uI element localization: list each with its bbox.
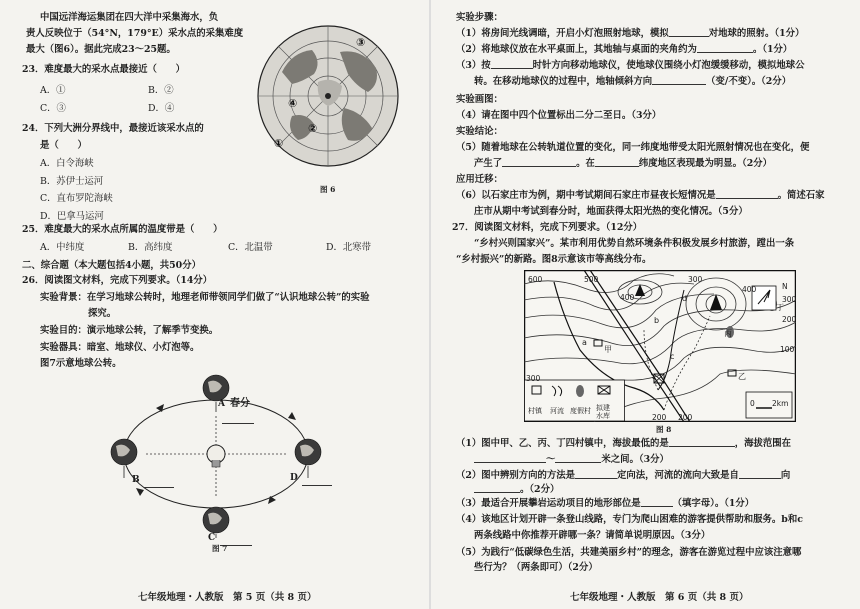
experiment-background-cont: 探究。 xyxy=(88,308,117,319)
q27-1-end: 米之间。（3分） xyxy=(601,454,669,465)
figure-7-description: 图7示意地球公转。 xyxy=(40,358,122,369)
fig7-label-d: D xyxy=(290,473,298,483)
step-5-blank-2[interactable] xyxy=(595,157,639,167)
legend-resort: 度假村 xyxy=(570,407,591,415)
q27-1-text: （1）图中甲、乙、丙、丁四村镇中，海拔最低的是 xyxy=(456,438,669,449)
question-24-cont: 是（ ） xyxy=(40,140,87,151)
q27-3-blank[interactable] xyxy=(641,497,673,507)
step-2-end: 。（1分） xyxy=(752,44,793,55)
q27-2-end: 。（2分） xyxy=(520,484,560,495)
experiment-background: 实验背景：在学习地球公转时，地理老师带领同学们做了“认识地球公转”的实验 xyxy=(40,292,370,303)
application-title: 应用迁移： xyxy=(456,174,503,185)
contour-200-b: 200 xyxy=(678,413,693,422)
village-yi: 乙 xyxy=(738,372,746,381)
step-2-blank[interactable] xyxy=(697,43,753,53)
legend-village: 村镇 xyxy=(528,407,542,415)
q27-1-mid: ，海拔范围在 xyxy=(734,438,792,449)
q24-option-c: C．直布罗陀海峡 xyxy=(40,193,113,204)
q27-2-mid: 定向法，河流的流向大致是自 xyxy=(617,470,739,481)
figure-8-caption: 图 8 xyxy=(656,425,672,434)
village-jia: 甲 xyxy=(604,345,612,354)
contour-300-b: 300 xyxy=(526,374,541,383)
question-26: 26．阅读图文材料，完成下列要求。（14分） xyxy=(22,275,213,286)
route-c: c xyxy=(670,352,675,361)
step-3-line-2: 转。在移动地球仪的过程中，地轴倾斜方向 xyxy=(474,76,653,87)
contour-300-c: 300 xyxy=(782,295,797,304)
q27-2-text: （2）图中辨别方向的方法是 xyxy=(456,470,576,481)
contour-300-a: 300 xyxy=(688,275,703,284)
q27-1-blank-1[interactable] xyxy=(669,437,735,447)
q27-5-line-2: 些行为？（两条即可）（2分） xyxy=(474,562,598,573)
contour-400-b: 400 xyxy=(742,285,757,294)
question-27: 27．阅读图文材料，完成下列要求。（12分） xyxy=(452,222,643,233)
q24-option-d: D．巴拿马运河 xyxy=(40,211,104,222)
step-2-text: （2）将地球仪放在水平桌面上，其地轴与桌面的夹角约为 xyxy=(456,44,697,55)
contour-500: 500 xyxy=(584,275,599,284)
step-5-line-1: （5）随着地球在公转轨道位置的变化，同一纬度地带受太阳光照射情况也在变化，便 xyxy=(456,142,810,153)
section-2-heading: 二、综合题（本大题包括4小题，共50分） xyxy=(22,260,201,271)
step-1-end: 对地球的照射。（1分） xyxy=(708,28,805,39)
question-25: 25．难度最大的采水点所属的温度带是（ ） xyxy=(22,224,223,235)
q23-option-a: A．① xyxy=(40,85,66,96)
step-3-end: （变/不变）。（2分） xyxy=(706,76,792,87)
q25-option-d: D．北寒带 xyxy=(326,242,372,253)
fig7-label-b: B xyxy=(132,475,140,485)
figure-7-caption: 图 7 xyxy=(212,544,228,553)
question-24: 24．下列大洲分界线中，最接近该采水点的 xyxy=(22,123,204,134)
step-6-line-1: （6）以石家庄市为例，期中考试期间石家庄市昼夜长短情况是 xyxy=(456,190,716,201)
question-23: 23．难度最大的采水点最接近（ ） xyxy=(22,64,186,75)
page-6: 实验步骤： （1）将房间光线调暗，开启小灯泡照射地球，模拟 对地球的照射。（1分） （2）将地球仪放在水平桌面上，其地轴与桌面的夹角约为 。（1分） （3）按 时针方向移动地球仪，使地球仪围绕小灯泡缓缓移动，模拟地球公 转。在移动地球仪的过程中，地轴倾斜方向 （变/不变）。（2分） 实验画图： （4）请在图中四个位置标出二分二至日。（3分） 实验结论： （5）随着地球在公转轨道位置的变化，同一纬度地带受太阳光照射情况也在变化，便 产生了 。在 纬度地区表现最为明显。（2分） 应用迁移： （6）以石家庄市为例，期中考试期间石家庄市昼夜长短情况是 。简述石家 庄市从期中考试到春分时，地面获得太阳光热的变化情况。（5分） 27．阅读图文材料，完成下列要求。（12分） “乡村兴则国家兴”。某市利用优势自然环境条件积极发展乡村旅游，蹚出一条 “乡村振兴”的新路。图8示意该市等高线分布。 600 500 400 300 300 200 200 400 300 200 100 甲 乙 丙 丁 a b c d N 0 2km 村镇 河流 度假村 拟建水库 图 8 （1）图中甲、乙、丙、丁四村镇中，海拔最低的是 ，海拔范围在 ～ 米之间。（3分） （2）图中辨别方向的方法是 定向法，河流的流向大致是自 向 。（2分） （3）最适合开展攀岩运动项目的地形部位是 （填字母）。（1分） （4）该地区计划开辟一条登山线路，专门为爬山困难的游客提供帮助和服务。b和c 两条线路中你推荐开辟哪一条？请简单说明原因。（3分） （5）为践行“低碳绿色生活，共建美丽乡村”的理念，游客在游览过程中应该注意哪 些行为？（两条即可）（2分） 七年级地理・人教版 第 6 页（共 8 页） xyxy=(452,12,825,603)
step-3-blank-1[interactable] xyxy=(491,59,533,69)
step-5-end: 纬度地区表现最为明显。（2分） xyxy=(638,158,772,169)
figure-6-caption: 图 6 xyxy=(320,185,336,194)
scale-zero: 0 xyxy=(750,399,755,408)
village-ding: 丁 xyxy=(776,303,784,312)
contour-100: 100 xyxy=(780,345,795,354)
route-d: d xyxy=(682,294,688,303)
step-4-text: （4）请在图中四个位置标出二分二至日。（3分） xyxy=(456,110,662,121)
step-1-text: （1）将房间光线调暗，开启小灯泡照射地球，模拟 xyxy=(456,28,669,39)
fig6-mark-1: ① xyxy=(274,137,284,150)
step-5-blank-1[interactable] xyxy=(502,157,576,167)
steps-title: 实验步骤： xyxy=(456,12,503,23)
q27-1-blank-3[interactable] xyxy=(555,453,601,463)
q27-4-line-1: （4）该地区计划开辟一条登山线路，专门为爬山困难的游客提供帮助和服务。b和c xyxy=(456,514,803,525)
fig7-blank-d[interactable] xyxy=(302,476,332,486)
fig7-label-c: C xyxy=(208,533,216,543)
fig7-blank-b[interactable] xyxy=(144,478,174,488)
fig7-label-spring-equinox: 春分 xyxy=(230,398,250,409)
village-bing: 丙 xyxy=(724,329,732,338)
q24-option-a: A．白令海峡 xyxy=(40,158,94,169)
page-divider xyxy=(429,0,431,609)
q27-3-end: （填字母）。（1分） xyxy=(672,498,755,509)
fig7-blank-a[interactable] xyxy=(222,414,254,424)
intro-line-3: 最大（图6）。据此完成23～25题。 xyxy=(26,44,176,55)
contour-400-a: 400 xyxy=(620,293,635,302)
figure-7-orbit xyxy=(96,368,336,540)
drawing-title: 实验画图： xyxy=(456,94,503,105)
step-1-blank[interactable] xyxy=(669,27,709,37)
conclusion-title: 实验结论： xyxy=(456,126,503,137)
q27-2-blank-1[interactable] xyxy=(575,469,617,479)
legend-river: 河流 xyxy=(550,407,564,415)
legend-reservoir: 拟建水库 xyxy=(596,404,610,420)
route-b: b xyxy=(654,316,660,325)
q23-option-b: B．② xyxy=(148,85,174,96)
q27-5-line-1: （5）为践行“低碳绿色生活，共建美丽乡村”的理念，游客在游览过程中应该注意哪 xyxy=(456,547,802,558)
fig6-mark-4: ④ xyxy=(288,97,298,110)
footer-page-6: 七年级地理・人教版 第 6 页（共 8 页） xyxy=(570,592,749,603)
q23-option-d: D．④ xyxy=(148,103,175,114)
north-arrow-label: N xyxy=(782,282,788,291)
intro-line-2: 责人反映位于（54°N，179°E）采水点的采集难度 xyxy=(26,28,244,39)
q24-option-b: B．苏伊士运河 xyxy=(40,176,104,187)
step-3-blank-2[interactable] xyxy=(652,75,706,85)
q25-option-a: A．中纬度 xyxy=(40,242,85,253)
q25-option-b: B．高纬度 xyxy=(128,242,173,253)
step-6-line-1-end: 。简述石家 xyxy=(777,190,825,201)
step-3-text: （3）按 xyxy=(456,60,491,71)
q27-2-blank-2[interactable] xyxy=(739,469,781,479)
q27-3-text: （3）最适合开展攀岩运动项目的地形部位是 xyxy=(456,498,641,509)
fig6-mark-3: ③ xyxy=(356,36,366,49)
contour-200-c: 200 xyxy=(782,315,797,324)
figure-6-polar-map xyxy=(252,12,404,188)
q23-option-c: C．③ xyxy=(40,103,66,114)
fig7-label-a: A xyxy=(218,399,225,409)
fig6-mark-2: ② xyxy=(308,122,318,135)
experiment-purpose: 实验目的：演示地球公转，了解季节变换。 xyxy=(40,325,219,336)
q25-option-c: C．北温带 xyxy=(228,242,273,253)
experiment-materials: 实验器具：暗室、地球仪、小灯泡等。 xyxy=(40,342,200,353)
contour-200-a: 200 xyxy=(652,413,667,422)
step-5-in: 。在 xyxy=(576,158,595,169)
q27-material-2: “乡村振兴”的新路。图8示意该市等高线分布。 xyxy=(456,254,652,265)
route-a: a xyxy=(582,338,587,347)
q27-1-blank-2[interactable] xyxy=(474,453,546,463)
step-3-mid: 时针方向移动地球仪，使地球仪围绕小灯泡缓缓移动，模拟地球公 xyxy=(532,60,805,71)
q27-2-to: 向 xyxy=(780,470,791,481)
q27-2-blank-3[interactable] xyxy=(474,483,520,493)
step-6-line-2: 庄市从期中考试到春分时，地面获得太阳光热的变化情况。（5分） xyxy=(474,206,748,217)
footer-page-5: 七年级地理・人教版 第 5 页（共 8 页） xyxy=(138,592,317,603)
q27-4-line-2: 两条线路中你推荐开辟哪一条？请简单说明原因。（3分） xyxy=(474,530,711,541)
q27-material-1: “乡村兴则国家兴”。某市利用优势自然环境条件积极发展乡村旅游，蹚出一条 xyxy=(474,238,795,249)
step-6-blank[interactable] xyxy=(716,189,778,199)
contour-600: 600 xyxy=(528,275,543,284)
intro-line-1: 中国远洋海运集团在四大洋中采集海水，负 xyxy=(40,12,219,23)
step-5-line-2: 产生了 xyxy=(474,158,503,169)
scale-label: 2km xyxy=(772,399,789,408)
